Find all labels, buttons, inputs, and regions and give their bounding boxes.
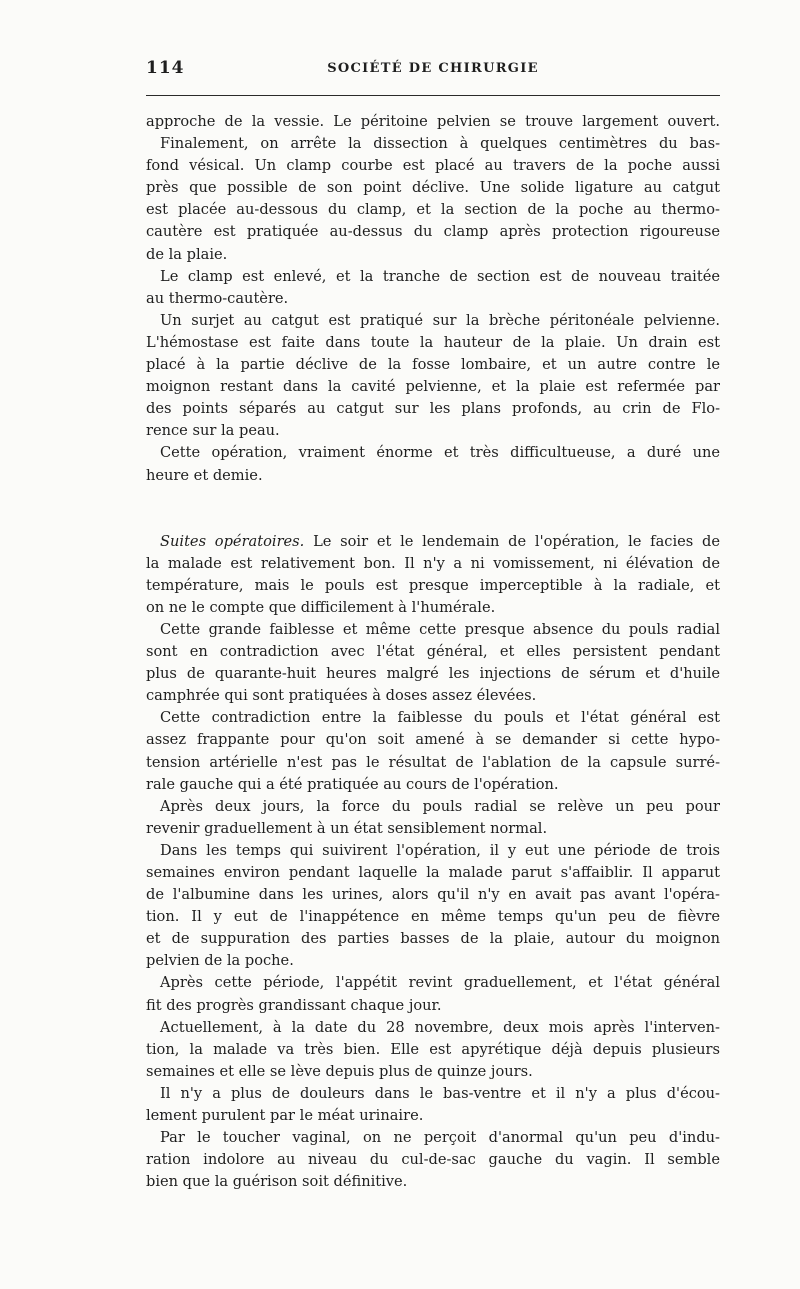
text-line: approche de la vessie. Le péritoine pelvien se trouve largement ouvert. — [146, 113, 720, 130]
text-body — [146, 111, 720, 1193]
text-line: lement purulent par le méat urinaire. — [146, 1107, 424, 1125]
paragraph — [146, 310, 720, 443]
paragraph — [146, 266, 720, 310]
text-line: des points séparés au catgut sur les plans profonds, au crin de Flo- — [146, 400, 720, 418]
text-line: Par le toucher vaginal, on ne perçoit d'anormal qu'un peu d'indu- — [160, 1129, 720, 1147]
page-header — [146, 58, 720, 80]
text-line: assez frappante pour qu'on soit amené à se demander si cette hypo- — [146, 731, 720, 749]
text-line: cautère est pratiquée au-dessus du clamp après protection rigoureuse — [146, 223, 720, 241]
paragraph — [146, 1127, 720, 1193]
text-line: placé à la partie déclive de la fosse lombaire, et un autre contre le — [146, 356, 720, 374]
text-line: Il n'y a plus de douleurs dans le bas-ventre et il n'y a plus d'écou- — [160, 1084, 720, 1102]
text-line: Cette opération, vraiment énorme et très difficultueuse, a duré une — [160, 444, 720, 462]
text-line: heure et demie. — [146, 466, 263, 484]
text-line: rence sur la peau. — [146, 422, 280, 440]
text-line: Cette contradiction entre la faiblesse du pouls et l'état général est — [160, 709, 720, 727]
paragraph — [146, 1017, 720, 1083]
section-gap — [146, 487, 720, 509]
paragraph — [146, 707, 720, 795]
paragraph — [146, 531, 720, 619]
text-line: plus de quarante-huit heures malgré les injections de sérum et d'huile — [146, 665, 720, 683]
paragraph — [146, 111, 720, 133]
text-line: Après cette période, l'appétit revint graduellement, et l'état général — [160, 974, 720, 992]
text-line: semaines et elle se lève depuis plus de quinze jours. — [146, 1062, 533, 1080]
paragraph — [146, 442, 720, 486]
section-heading: Suites opératoires. — [160, 532, 305, 550]
paragraph — [146, 619, 720, 707]
page-number: 114 — [146, 58, 185, 78]
text-line: tension artérielle n'est pas le résultat de l'ablation de la capsule surré- — [146, 753, 720, 771]
text-line: Dans les temps qui suivirent l'opération, il y eut une période de trois — [160, 841, 720, 859]
text-line: Après deux jours, la force du pouls radial se relève un peu pour — [160, 797, 720, 815]
text-line: Actuellement, à la date du 28 novembre, deux mois après l'interven- — [160, 1018, 720, 1036]
text-line: bien que la guérison soit définitive. — [146, 1173, 408, 1191]
text-line — [146, 531, 720, 553]
text-line: Cette grande faiblesse et même cette presque absence du pouls radial — [160, 620, 720, 638]
text-line: ration indolore au niveau du cul-de-sac gauche du vagin. Il semble — [146, 1151, 720, 1169]
text-line: rale gauche qui a été pratiquée au cours de l'opération. — [146, 775, 559, 793]
text-line: la malade est relativement bon. Il n'y a ni vomissement, ni élévation de — [146, 554, 720, 572]
paragraph — [146, 796, 720, 840]
text-line: moignon restant dans la cavité pelvienne, et la plaie est refermée par — [146, 378, 720, 396]
text-line: Le clamp est enlevé, et la tranche de section est de nouveau traitée — [160, 267, 720, 285]
text-line: de la plaie. — [146, 245, 228, 263]
text-line: de l'albumine dans les urines, alors qu'il n'y en avait pas avant l'opéra- — [146, 886, 720, 904]
paragraph — [146, 1083, 720, 1127]
text-line: près que possible de son point déclive. Une solide ligature au catgut — [146, 179, 720, 197]
text-line: semaines environ pendant laquelle la malade parut s'affaiblir. Il apparut — [146, 864, 720, 881]
section-gap — [146, 509, 720, 531]
paragraph — [146, 840, 720, 973]
text-line: température, mais le pouls est presque imperceptible à la radiale, et — [146, 576, 720, 594]
text-line: fit des progrès grandissant chaque jour. — [146, 996, 442, 1014]
text-line: revenir graduellement à un état sensiblement normal. — [146, 819, 548, 837]
text-line: et de suppuration des parties basses de la plaie, autour du moignon — [146, 930, 720, 948]
text-line: tion. Il y eut de l'inappétence en même temps qu'un peu de fièvre — [146, 908, 720, 926]
text-line: est placée au-dessous du clamp, et la section de la poche au thermo- — [146, 201, 720, 219]
header-rule — [146, 95, 720, 96]
text-line: L'hémostase est faite dans toute la hauteur de la plaie. Un drain est — [146, 333, 720, 351]
text-line: sont en contradiction avec l'état général, et elles persistent pendant — [146, 643, 720, 661]
text-line: on ne le compte que difficilement à l'humérale. — [146, 598, 496, 616]
paragraph — [146, 133, 720, 266]
text-line: fond vésical. Un clamp courbe est placé au travers de la poche aussi — [146, 157, 720, 175]
text-line: pelvien de la poche. — [146, 952, 294, 970]
text-line: Un surjet au catgut est pratiqué sur la brèche péritonéale pelvienne. — [160, 311, 720, 329]
running-title: SOCIÉTÉ DE CHIRURGIE — [327, 61, 539, 76]
text-line: camphrée qui sont pratiquées à doses assez élevées. — [146, 687, 537, 705]
paragraph — [146, 972, 720, 1016]
text-line: Finalement, on arrête la dissection à quelques centimètres du bas- — [160, 135, 720, 153]
text-line: au thermo-cautère. — [146, 289, 289, 307]
text-line-rest: Le soir et le lendemain de l'opération, le facies de — [304, 532, 720, 550]
text-line: tion, la malade va très bien. Elle est apyrétique déjà depuis plusieurs — [146, 1040, 720, 1058]
